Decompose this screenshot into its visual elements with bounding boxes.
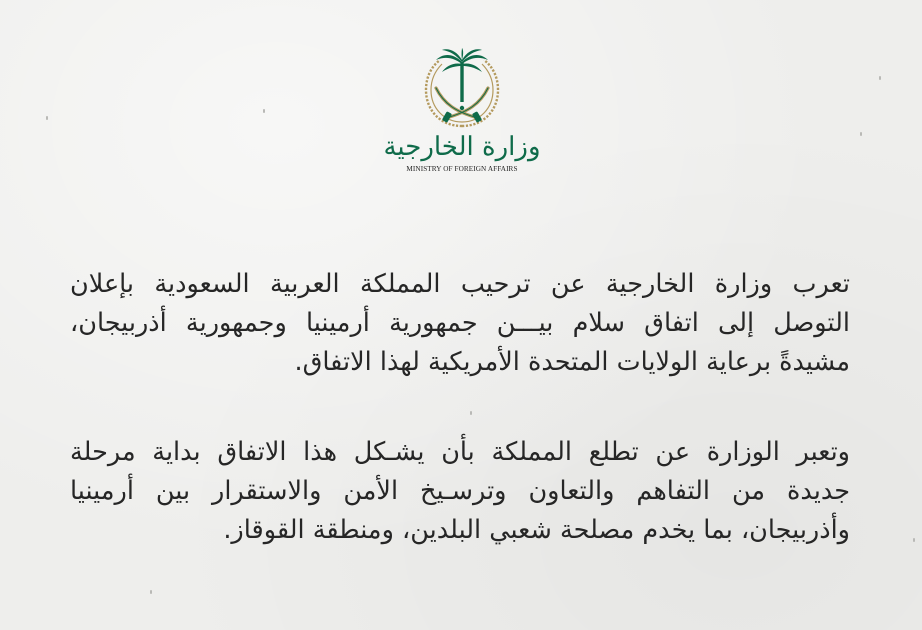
statement-paragraph (70, 265, 850, 382)
ministry-name-arabic: وزارة الخارجية (383, 132, 541, 162)
statement-line: التوصل إلى اتفاق سلام بيـــن جمهورية أرمينيا وجمهورية أذربيجان، (70, 308, 850, 338)
paper-speck (860, 132, 862, 136)
paper-speck (470, 411, 472, 415)
statement-line: تعرب وزارة الخارجية عن ترحيب المملكة العربية السعودية بإعلان (70, 269, 850, 299)
paper-speck (150, 590, 152, 594)
statement-line: مشيدةً برعاية الولايات المتحدة الأمريكية لهذا الاتفاق. (294, 347, 850, 377)
statement-paragraph (70, 433, 850, 550)
paper-speck (879, 76, 881, 80)
ministry-logo (380, 48, 544, 178)
paper-speck (263, 109, 265, 113)
saudi-emblem-palm-swords-icon (418, 48, 506, 130)
paper-speck (913, 538, 915, 542)
statement-line: وأذربيجان، بما يخدم مصلحة شعبي البلدين، ومنطقة القوقاز. (223, 515, 850, 545)
paper-speck (46, 116, 48, 120)
statement-line: وتعبر الوزارة عن تطلع المملكة بأن يشـكل هذا الاتفاق بداية مرحلة (70, 437, 850, 467)
statement-line: جديدة من التفاهم والتعاون وترسـيخ الأمن والاستقرار بين أرمينيا (70, 476, 850, 506)
ministry-name-english: MINISTRY OF FOREIGN AFFAIRS (406, 165, 518, 173)
